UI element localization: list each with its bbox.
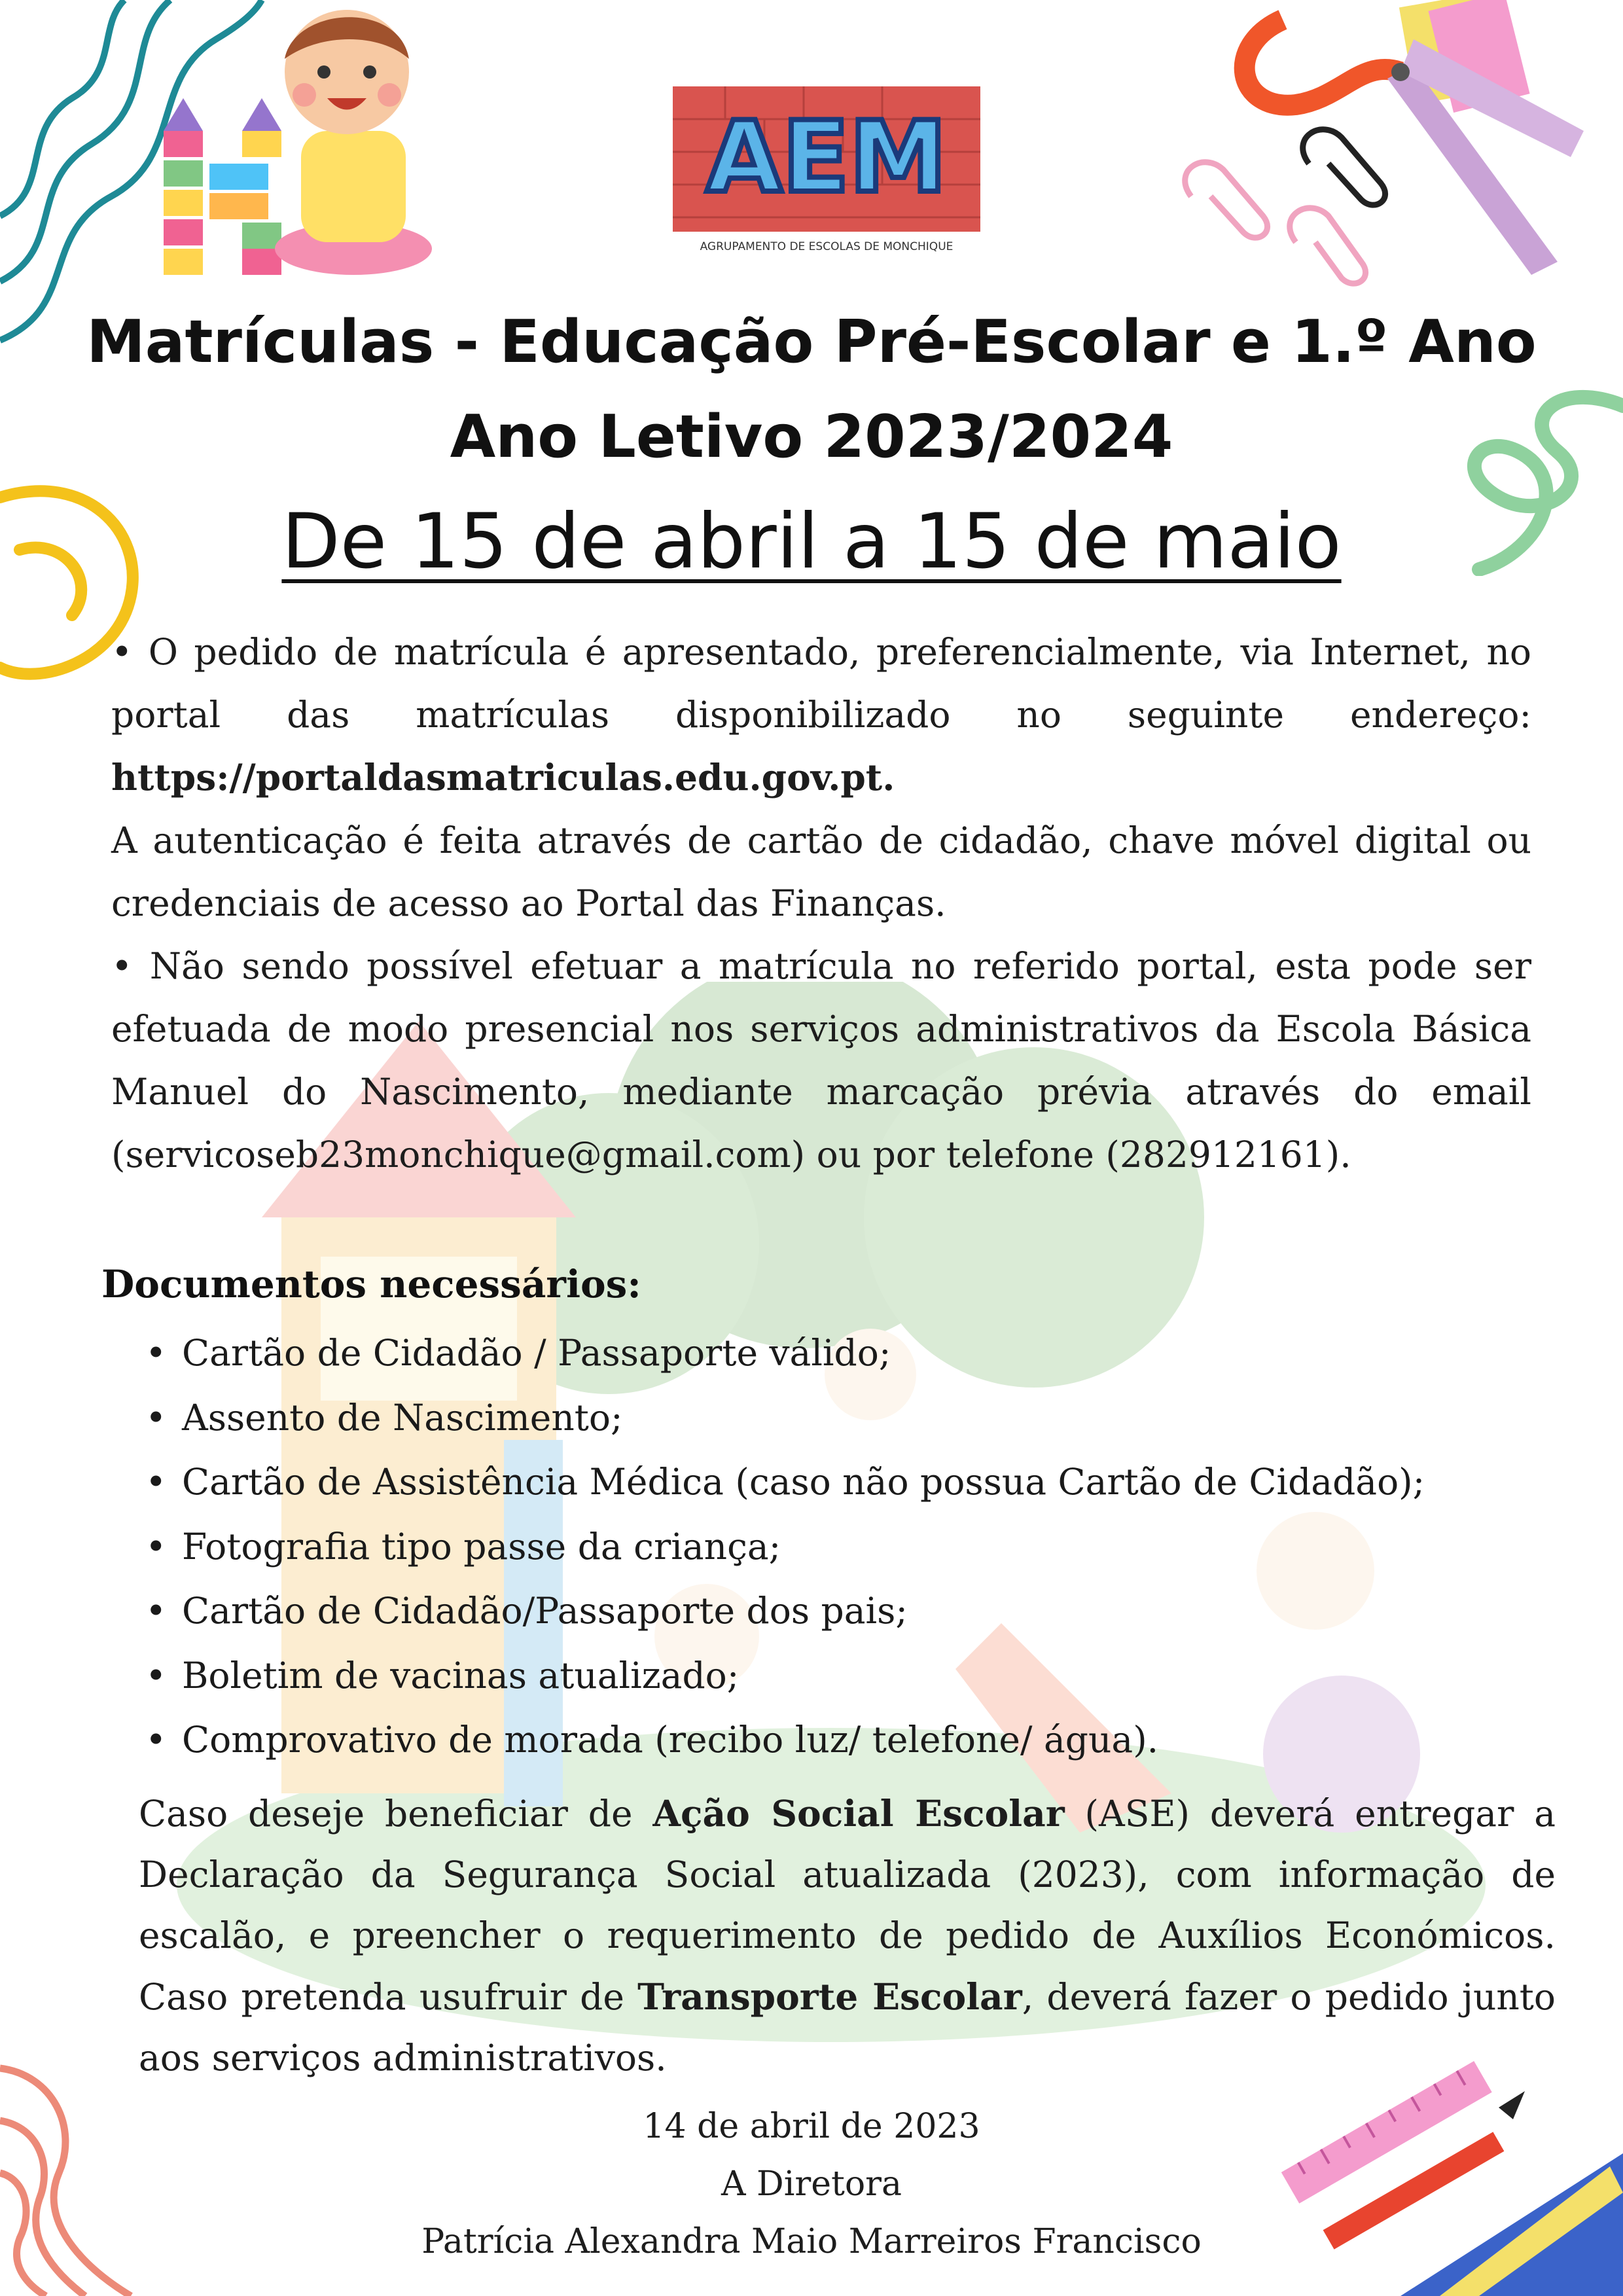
list-item: • Cartão de Assistência Médica (caso não possua Cartão de Cidadão); bbox=[145, 1461, 1425, 1503]
enrollment-period: De 15 de abril a 15 de maio bbox=[281, 497, 1342, 586]
online-enrollment-paragraph bbox=[111, 620, 1531, 809]
logo-caption: AGRUPAMENTO DE ESCOLAS DE MONCHIQUE bbox=[700, 240, 954, 253]
portal-url-link[interactable]: https://portaldasmatriculas.edu.gov.pt. bbox=[111, 756, 895, 798]
signer-name: Patrícia Alexandra Maio Marreiros Francisco bbox=[421, 2222, 1202, 2261]
social-support-paragraph: Caso deseje beneficiar de Ação Social Escolar (ASE) deverá entregar a Declaração da Segurança Social atualizada (2023), com informação de escalão, e preencher o requerimento de pedido de Auxílios Económicos. Caso pretenda usufruir de Transporte Escolar, deverá fazer o pedido junto aos serviços administrativos. bbox=[139, 1792, 1556, 2079]
page-title: Matrículas - Educação Pré-Escolar e 1.º Ano bbox=[86, 308, 1537, 376]
scissors-icon bbox=[1165, 0, 1623, 308]
online-enrollment-text: • O pedido de matrícula é apresentado, preferencialmente, via Internet, no portal das matrículas disponibilizado no seguinte endereço: bbox=[111, 631, 1531, 736]
child-playing-blocks-icon bbox=[157, 0, 471, 281]
signature-block bbox=[0, 2098, 1623, 2270]
transport-bold-label: Transporte Escolar bbox=[637, 1975, 1022, 2018]
list-item: • Cartão de Cidadão/Passaporte dos pais; bbox=[145, 1590, 908, 1632]
list-item: • Assento de Nascimento; bbox=[145, 1396, 623, 1439]
logo-letters: AEM bbox=[706, 101, 947, 215]
list-item: • Cartão de Cidadão / Passaporte válido; bbox=[145, 1332, 891, 1374]
documents-list bbox=[143, 1321, 1615, 1772]
school-year-title: Ano Letivo 2023/2024 bbox=[450, 403, 1173, 471]
ase-bold-label: Ação Social Escolar bbox=[652, 1792, 1065, 1835]
in-person-enrollment-paragraph: • Não sendo possível efetuar a matrícula no referido portal, esta pode ser efetuada de modo presencial nos serviços administrativos da Escola Básica Manuel do Nascimento, mediante marcação prévia através do email (servicoseb23monchique@gmail.com) ou por telefone (282912161). bbox=[111, 945, 1531, 1175]
list-item: • Boletim de vacinas atualizado; bbox=[145, 1654, 740, 1696]
list-item: • Comprovativo de morada (recibo luz/ telefone/ água). bbox=[145, 1719, 1159, 1761]
document-date: 14 de abril de 2023 bbox=[643, 2107, 980, 2146]
school-logo bbox=[673, 86, 980, 258]
list-item: • Fotografia tipo passe da criança; bbox=[145, 1525, 781, 1568]
signer-role: A Diretora bbox=[721, 2164, 902, 2204]
authentication-paragraph: A autenticação é feita através de cartão de cidadão, chave móvel digital ou credenciais de acesso ao Portal das Finanças. bbox=[111, 819, 1531, 924]
documents-heading: Documentos necessários: bbox=[101, 1262, 641, 1306]
